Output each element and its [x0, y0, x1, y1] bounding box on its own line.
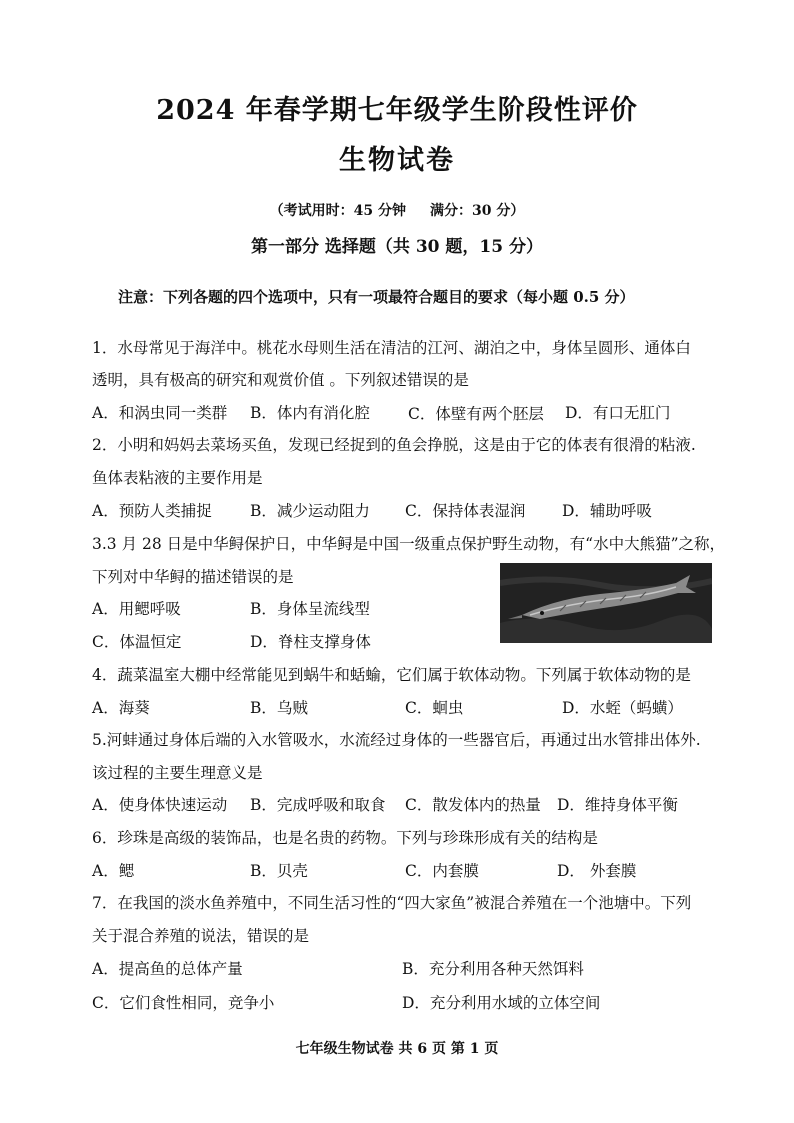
question-7-option-d: D．充分利用水域的立体空间: [402, 994, 601, 1012]
question-3-line-2: 下列对中华鲟的描述错误的是: [92, 568, 294, 586]
question-2-line-2: 鱼体表粘液的主要作用是: [92, 469, 263, 487]
question-1-option-c: C．体壁有两个胚层: [408, 405, 544, 423]
exam-time: （考试用时：45 分钟: [269, 203, 406, 219]
question-6-option-b: B．贝壳: [250, 862, 308, 880]
question-4-line-1: 4．蔬菜温室大棚中经常能见到蜗牛和蛞蝓，它们属于软体动物。下列属于软体动物的是: [92, 666, 691, 684]
exam-score: 满分：30 分）: [430, 203, 525, 219]
question-2-option-b: B．减少运动阻力: [250, 502, 370, 520]
question-6-line-1: 6．珍珠是高级的装饰品，也是名贵的药物。下列与珍珠形成有关的结构是: [92, 829, 598, 847]
question-7-line-2: 关于混合养殖的说法，错误的是: [92, 927, 310, 945]
question-4-option-c: C．蛔虫: [405, 699, 464, 717]
question-6-option-c: C．内套膜: [405, 862, 479, 880]
section-title: 第一部分 选择题（共 30 题，15 分）: [251, 237, 543, 257]
question-7-line-1: 7．在我国的淡水鱼养殖中，不同生活习性的“四大家鱼”被混合养殖在一个池塘中。下列: [92, 894, 692, 912]
question-5-option-a: A．使身体快速运动: [92, 796, 228, 814]
question-3-option-b: B．身体呈流线型: [250, 600, 370, 618]
question-7-option-c: C．它们食性相同，竞争小: [92, 994, 275, 1012]
question-3-option-d: D．脊柱支撑身体: [250, 633, 371, 651]
question-2-line-1: 2．小明和妈妈去菜场买鱼，发现已经捉到的鱼会挣脱，这是由于它的体表有很滑的粘液.: [92, 436, 696, 454]
sturgeon-photo-icon: [500, 563, 712, 643]
question-5-line-2: 该过程的主要生理意义是: [92, 764, 263, 782]
question-4-option-d: D．水蛭（蚂蟥）: [562, 699, 683, 717]
question-7-option-b: B．充分利用各种天然饵料: [402, 960, 584, 978]
question-5-option-c: C．散发体内的热量: [405, 796, 541, 814]
question-3-option-a: A．用鳃呼吸: [92, 600, 181, 618]
question-3-option-c: C．体温恒定: [92, 633, 182, 651]
question-3-line-1: 3.3 月 28 日是中华鲟保护日，中华鲟是中国一级重点保护野生动物，有“水中大熊猫”之称，: [92, 535, 726, 553]
question-5-line-1: 5.河蚌通过身体后端的入水管吸水，水流经过身体的一些器官后，再通过出水管排出体外.: [92, 731, 701, 749]
exam-meta: [0, 200, 794, 220]
subject-title: 生物试卷: [339, 145, 455, 176]
sturgeon-illustration: [500, 563, 712, 643]
question-1-option-d: D．有口无肛门: [565, 404, 671, 422]
question-6-option-d: D． 外套膜: [557, 862, 637, 880]
question-4-option-a: A．海葵: [92, 699, 150, 717]
question-7-option-a: A．提高鱼的总体产量: [92, 960, 243, 978]
exam-title: 2024 年春学期七年级学生阶段性评价: [156, 95, 638, 126]
section-note: 注意：下列各题的四个选项中，只有一项最符合题目的要求（每小题 0.5 分）: [118, 288, 635, 306]
question-1-line-2: 透明，具有极高的研究和观赏价值 。下列叙述错误的是: [92, 371, 469, 389]
question-6-option-a: A．鳃: [92, 862, 135, 880]
question-5-option-b: B．完成呼吸和取食: [250, 796, 386, 814]
question-2-option-d: D．辅助呼吸: [562, 502, 652, 520]
question-2-option-c: C．保持体表湿润: [405, 502, 526, 520]
question-1-option-a: A．和涡虫同一类群: [92, 404, 228, 422]
question-2-option-a: A．预防人类捕捉: [92, 502, 212, 520]
page-footer: 七年级生物试卷 共 6 页 第 1 页: [295, 1041, 499, 1057]
question-1-option-b: B．体内有消化腔: [250, 404, 370, 422]
question-1-line-1: 1．水母常见于海洋中。桃花水母则生活在清洁的江河、湖泊之中，身体呈圆形、通体白: [92, 339, 691, 357]
question-5-option-d: D．维持身体平衡: [557, 796, 678, 814]
question-4-option-b: B．乌贼: [250, 699, 308, 717]
